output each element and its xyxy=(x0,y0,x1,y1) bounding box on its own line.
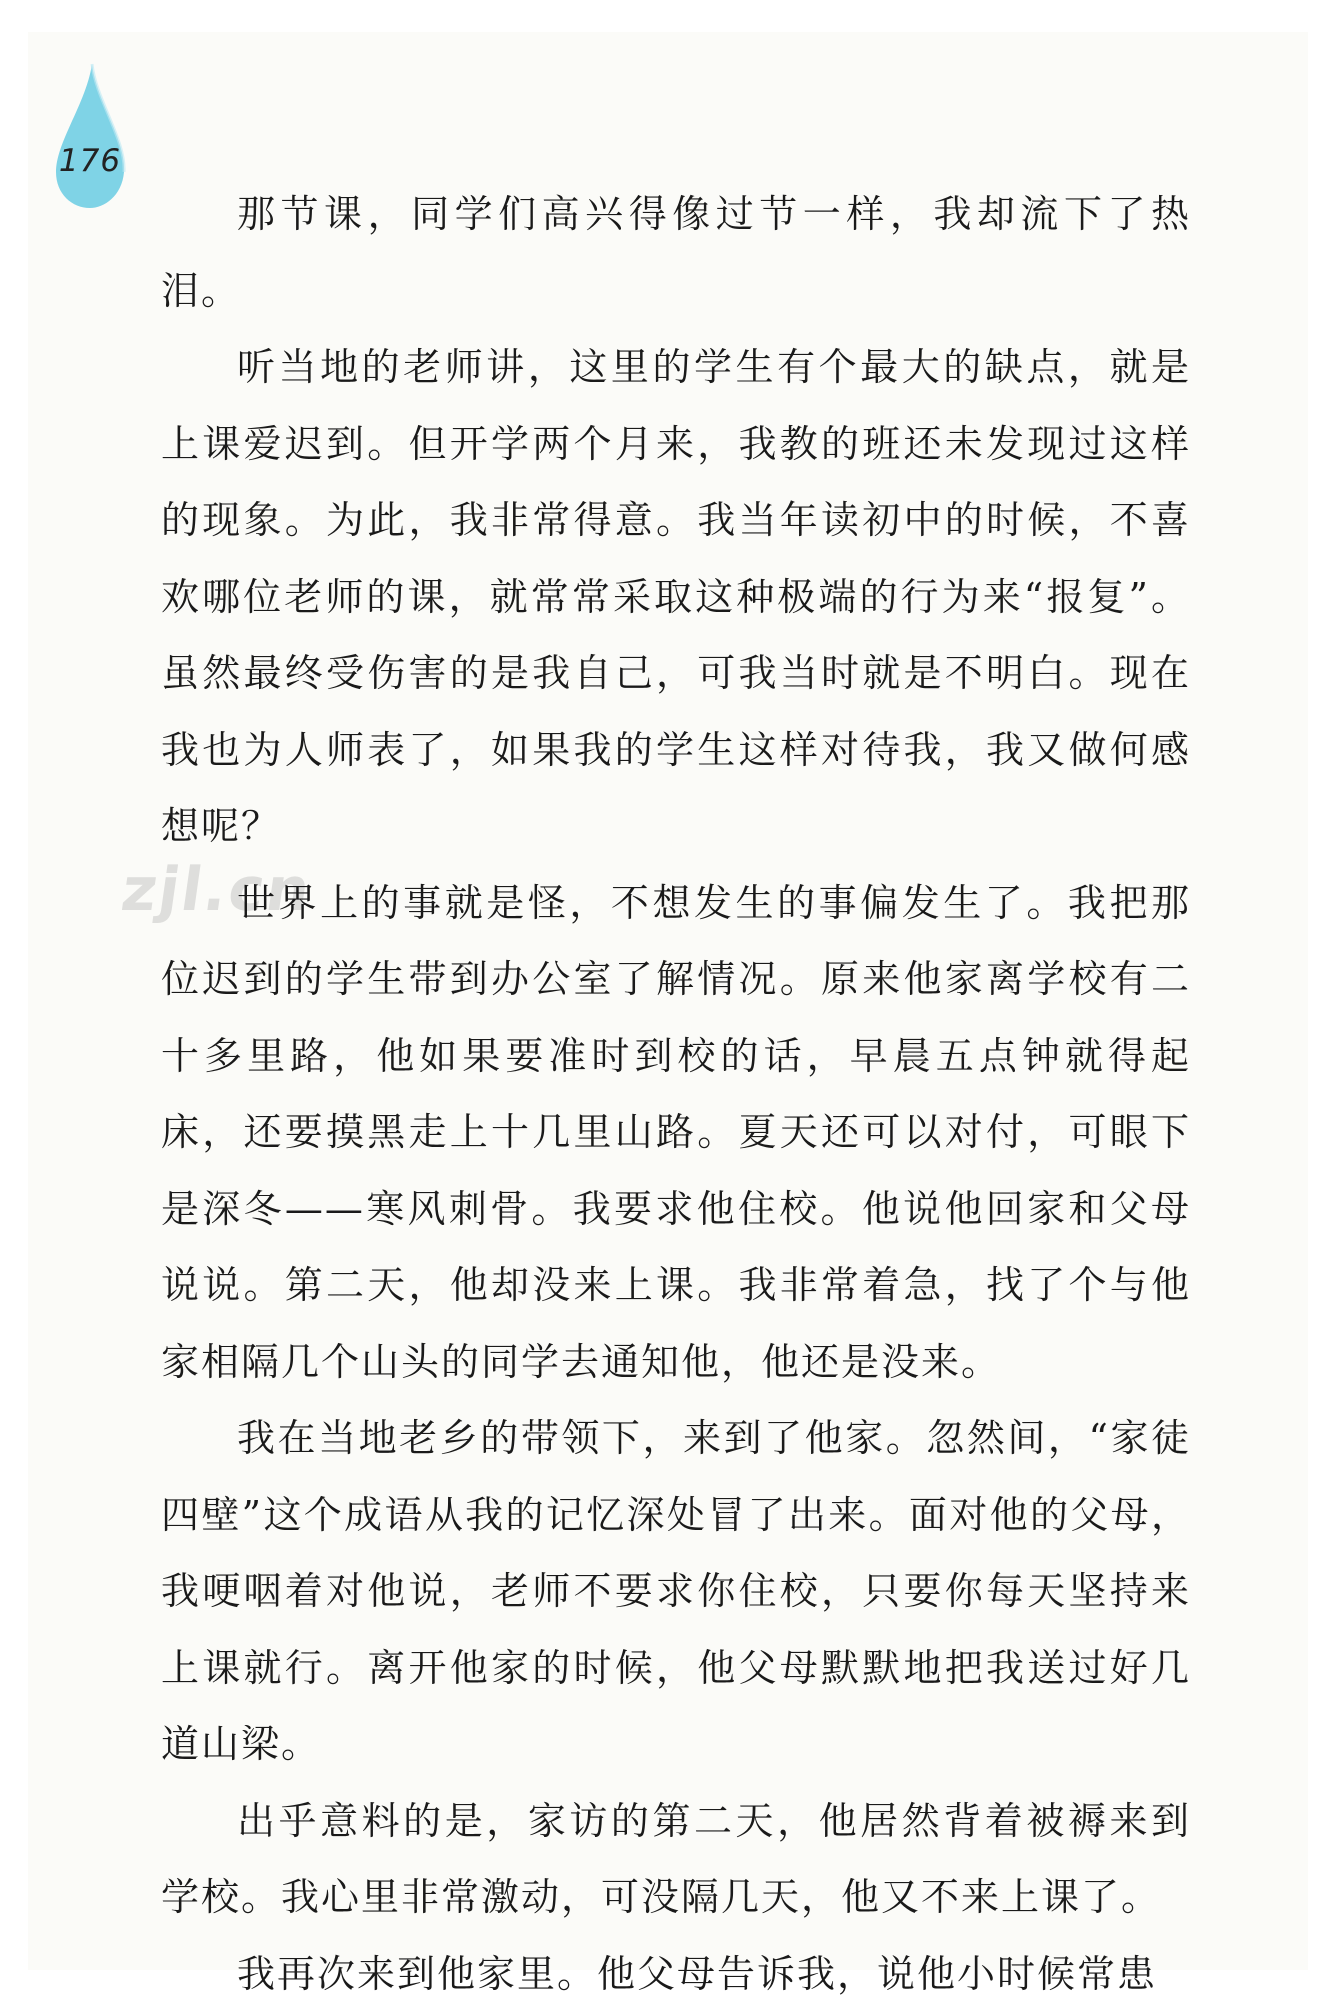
paragraph: 我在当地老乡的带领下，来到了他家。忽然间，“家徒四壁”这个成语从我的记忆深处冒了出来。面对他的父母，我哽咽着对他说，老师不要求你住校，只要你每天坚持来上课就行。离开他家的时候，他父母默默地把我送过好几道山梁。 xyxy=(161,1400,1191,1783)
water-drop-icon xyxy=(52,60,128,210)
paragraph: 我再次来到他家里。他父母告诉我，说他小时候常患 xyxy=(161,1936,1191,2012)
page-number: 176 xyxy=(52,143,128,179)
paragraph: 出乎意料的是，家访的第二天，他居然背着被褥来到学校。我心里非常激动，可没隔几天，他又不来上课了。 xyxy=(161,1783,1191,1936)
paragraph: 世界上的事就是怪，不想发生的事偏发生了。我把那位迟到的学生带到办公室了解情况。原来他家离学校有二十多里路，他如果要准时到校的话，早晨五点钟就得起床，还要摸黑走上十几里山路。夏天还可以对付，可眼下是深冬——寒风刺骨。我要求他住校。他说他回家和父母说说。第二天，他却没来上课。我非常着急，找了个与他家相隔几个山头的同学去通知他，他还是没来。 xyxy=(161,865,1191,1401)
paragraph: 听当地的老师讲，这里的学生有个最大的缺点，就是上课爱迟到。但开学两个月来，我教的班还未发现过这样的现象。为此，我非常得意。我当年读初中的时候，不喜欢哪位老师的课，就常常采取这种极端的行为来“报复”。虽然最终受伤害的是我自己，可我当时就是不明白。现在我也为人师表了，如果我的学生这样对待我，我又做何感想呢？ xyxy=(161,329,1191,865)
body-text xyxy=(161,176,1191,2012)
watermark: zjl.cn xyxy=(117,855,316,925)
paragraph: 那节课，同学们高兴得像过节一样，我却流下了热泪。 xyxy=(161,176,1191,329)
